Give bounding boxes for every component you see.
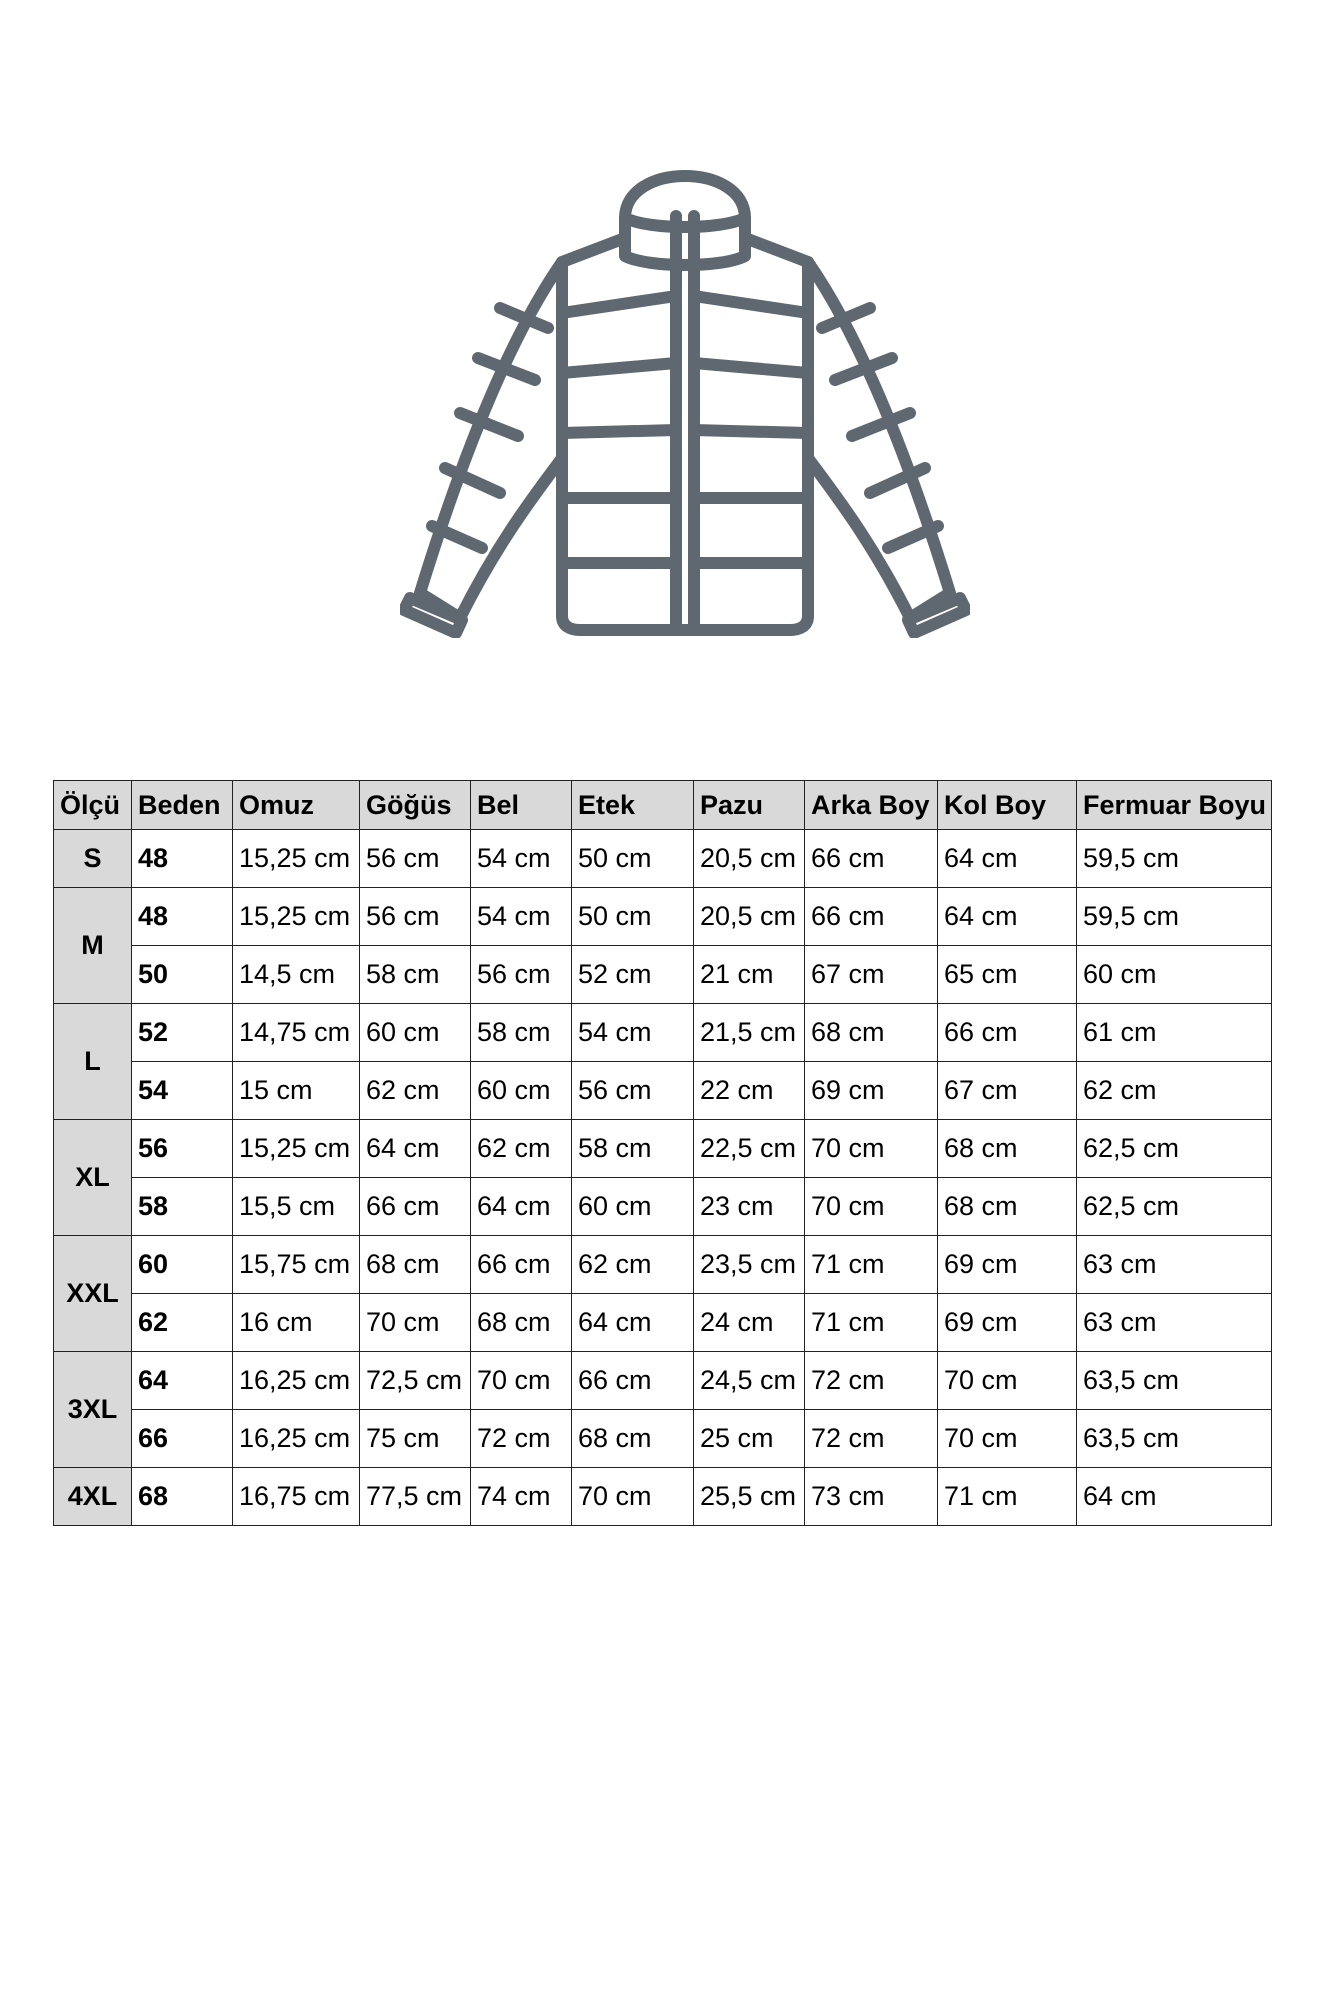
measurement-cell: 73 cm xyxy=(805,1468,938,1526)
measurement-cell: 15,25 cm xyxy=(233,888,360,946)
measurement-cell: 62,5 cm xyxy=(1077,1178,1272,1236)
measurement-cell: 21,5 cm xyxy=(694,1004,805,1062)
measurement-cell: 64 cm xyxy=(938,830,1077,888)
measurement-cell: 63,5 cm xyxy=(1077,1410,1272,1468)
measurement-cell: 64 cm xyxy=(360,1120,471,1178)
measurement-cell: 64 cm xyxy=(1077,1468,1272,1526)
measurement-cell: 16,75 cm xyxy=(233,1468,360,1526)
measurement-cell: 60 cm xyxy=(572,1178,694,1236)
measurement-cell: 70 cm xyxy=(360,1294,471,1352)
measurement-cell: 64 cm xyxy=(938,888,1077,946)
measurement-cell: 66 cm xyxy=(572,1352,694,1410)
header-beden: Beden xyxy=(132,781,233,830)
measurement-cell: 70 cm xyxy=(938,1352,1077,1410)
header-pazu: Pazu xyxy=(694,781,805,830)
measurement-cell: 70 cm xyxy=(572,1468,694,1526)
measurement-cell: 67 cm xyxy=(805,946,938,1004)
measurement-cell: 71 cm xyxy=(805,1236,938,1294)
beden-cell: 66 xyxy=(132,1410,233,1468)
measurement-cell: 16,25 cm xyxy=(233,1352,360,1410)
measurement-cell: 58 cm xyxy=(572,1120,694,1178)
measurement-cell: 62 cm xyxy=(1077,1062,1272,1120)
measurement-cell: 62 cm xyxy=(572,1236,694,1294)
beden-cell: 54 xyxy=(132,1062,233,1120)
header-etek: Etek xyxy=(572,781,694,830)
measurement-cell: 15,25 cm xyxy=(233,1120,360,1178)
table-row xyxy=(54,946,1272,1004)
beden-cell: 48 xyxy=(132,888,233,946)
measurement-cell: 24,5 cm xyxy=(694,1352,805,1410)
measurement-cell: 56 cm xyxy=(471,946,572,1004)
header-omuz: Omuz xyxy=(233,781,360,830)
measurement-cell: 60 cm xyxy=(471,1062,572,1120)
measurement-cell: 25,5 cm xyxy=(694,1468,805,1526)
table-row xyxy=(54,1410,1272,1468)
table-row xyxy=(54,1352,1272,1410)
measurement-cell: 72,5 cm xyxy=(360,1352,471,1410)
measurement-cell: 63 cm xyxy=(1077,1294,1272,1352)
measurement-cell: 63,5 cm xyxy=(1077,1352,1272,1410)
measurement-cell: 56 cm xyxy=(572,1062,694,1120)
measurement-cell: 62 cm xyxy=(471,1120,572,1178)
table-row xyxy=(54,1178,1272,1236)
measurement-cell: 70 cm xyxy=(471,1352,572,1410)
measurement-cell: 50 cm xyxy=(572,888,694,946)
measurement-cell: 64 cm xyxy=(471,1178,572,1236)
measurement-cell: 61 cm xyxy=(1077,1004,1272,1062)
measurement-cell: 68 cm xyxy=(938,1120,1077,1178)
beden-cell: 56 xyxy=(132,1120,233,1178)
measurement-cell: 15,5 cm xyxy=(233,1178,360,1236)
beden-cell: 64 xyxy=(132,1352,233,1410)
measurement-cell: 58 cm xyxy=(360,946,471,1004)
size-label-cell: XXL xyxy=(54,1236,132,1352)
measurement-cell: 25 cm xyxy=(694,1410,805,1468)
measurement-cell: 54 cm xyxy=(471,888,572,946)
measurement-cell: 71 cm xyxy=(805,1294,938,1352)
measurement-cell: 59,5 cm xyxy=(1077,888,1272,946)
measurement-cell: 23,5 cm xyxy=(694,1236,805,1294)
measurement-cell: 58 cm xyxy=(471,1004,572,1062)
measurement-cell: 56 cm xyxy=(360,830,471,888)
measurement-cell: 54 cm xyxy=(572,1004,694,1062)
size-label-cell: 4XL xyxy=(54,1468,132,1526)
header-gogus: Göğüs xyxy=(360,781,471,830)
measurement-cell: 66 cm xyxy=(938,1004,1077,1062)
measurement-cell: 52 cm xyxy=(572,946,694,1004)
measurement-cell: 65 cm xyxy=(938,946,1077,1004)
measurement-cell: 24 cm xyxy=(694,1294,805,1352)
beden-cell: 60 xyxy=(132,1236,233,1294)
measurement-cell: 22 cm xyxy=(694,1062,805,1120)
measurement-cell: 63 cm xyxy=(1077,1236,1272,1294)
measurement-cell: 16 cm xyxy=(233,1294,360,1352)
measurement-cell: 72 cm xyxy=(471,1410,572,1468)
header-fermuar-boyu: Fermuar Boyu xyxy=(1077,781,1272,830)
measurement-cell: 70 cm xyxy=(938,1410,1077,1468)
measurement-cell: 60 cm xyxy=(1077,946,1272,1004)
header-bel: Bel xyxy=(471,781,572,830)
measurement-cell: 20,5 cm xyxy=(694,830,805,888)
beden-cell: 68 xyxy=(132,1468,233,1526)
header-olcu: Ölçü xyxy=(54,781,132,830)
measurement-cell: 20,5 cm xyxy=(694,888,805,946)
measurement-cell: 23 cm xyxy=(694,1178,805,1236)
measurement-cell: 15,75 cm xyxy=(233,1236,360,1294)
puffer-jacket-icon xyxy=(400,158,970,638)
table-row xyxy=(54,888,1272,946)
measurement-cell: 72 cm xyxy=(805,1352,938,1410)
beden-cell: 62 xyxy=(132,1294,233,1352)
table-row xyxy=(54,1236,1272,1294)
measurement-cell: 15,25 cm xyxy=(233,830,360,888)
measurement-cell: 74 cm xyxy=(471,1468,572,1526)
measurement-cell: 62 cm xyxy=(360,1062,471,1120)
measurement-cell: 68 cm xyxy=(938,1178,1077,1236)
table-row xyxy=(54,1120,1272,1178)
measurement-cell: 66 cm xyxy=(805,888,938,946)
header-kol-boy: Kol Boy xyxy=(938,781,1077,830)
measurement-cell: 68 cm xyxy=(471,1294,572,1352)
size-label-cell: 3XL xyxy=(54,1352,132,1468)
measurement-cell: 22,5 cm xyxy=(694,1120,805,1178)
measurement-cell: 16,25 cm xyxy=(233,1410,360,1468)
measurement-cell: 21 cm xyxy=(694,946,805,1004)
measurement-cell: 14,75 cm xyxy=(233,1004,360,1062)
measurement-cell: 70 cm xyxy=(805,1178,938,1236)
measurement-cell: 68 cm xyxy=(805,1004,938,1062)
measurement-cell: 71 cm xyxy=(938,1468,1077,1526)
beden-cell: 48 xyxy=(132,830,233,888)
size-label-cell: S xyxy=(54,830,132,888)
measurement-cell: 68 cm xyxy=(360,1236,471,1294)
measurement-cell: 62,5 cm xyxy=(1077,1120,1272,1178)
table-row xyxy=(54,1468,1272,1526)
measurement-cell: 75 cm xyxy=(360,1410,471,1468)
table-row xyxy=(54,830,1272,888)
measurement-cell: 14,5 cm xyxy=(233,946,360,1004)
beden-cell: 52 xyxy=(132,1004,233,1062)
measurement-cell: 69 cm xyxy=(805,1062,938,1120)
measurement-cell: 66 cm xyxy=(471,1236,572,1294)
size-chart-body xyxy=(54,830,1272,1526)
size-label-cell: L xyxy=(54,1004,132,1120)
measurement-cell: 59,5 cm xyxy=(1077,830,1272,888)
header-row xyxy=(54,781,1272,830)
measurement-cell: 66 cm xyxy=(360,1178,471,1236)
measurement-cell: 70 cm xyxy=(805,1120,938,1178)
measurement-cell: 69 cm xyxy=(938,1294,1077,1352)
measurement-cell: 68 cm xyxy=(572,1410,694,1468)
size-chart-table xyxy=(53,780,1272,1526)
table-row xyxy=(54,1062,1272,1120)
measurement-cell: 67 cm xyxy=(938,1062,1077,1120)
measurement-cell: 56 cm xyxy=(360,888,471,946)
measurement-cell: 69 cm xyxy=(938,1236,1077,1294)
measurement-cell: 66 cm xyxy=(805,830,938,888)
beden-cell: 50 xyxy=(132,946,233,1004)
measurement-cell: 50 cm xyxy=(572,830,694,888)
size-label-cell: M xyxy=(54,888,132,1004)
beden-cell: 58 xyxy=(132,1178,233,1236)
size-label-cell: XL xyxy=(54,1120,132,1236)
table-row xyxy=(54,1004,1272,1062)
measurement-cell: 54 cm xyxy=(471,830,572,888)
measurement-cell: 77,5 cm xyxy=(360,1468,471,1526)
header-arka-boy: Arka Boy xyxy=(805,781,938,830)
measurement-cell: 64 cm xyxy=(572,1294,694,1352)
measurement-cell: 15 cm xyxy=(233,1062,360,1120)
measurement-cell: 72 cm xyxy=(805,1410,938,1468)
measurement-cell: 60 cm xyxy=(360,1004,471,1062)
table-row xyxy=(54,1294,1272,1352)
